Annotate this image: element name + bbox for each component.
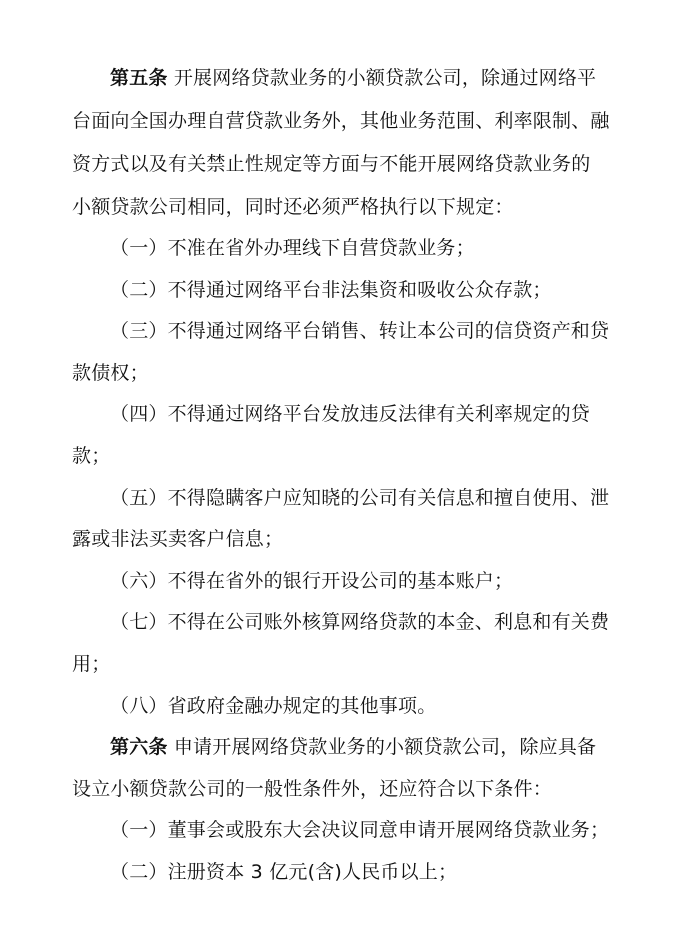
article5-item-5: （五）不得隐瞒客户应知晓的公司有关信息和擅自使用、泄 [110, 487, 610, 509]
article5-heading: 第五条 [110, 67, 168, 89]
article5-item-3: （三）不得通过网络平台销售、转让本公司的信贷资产和贷 [110, 320, 610, 342]
article6-item-1: （一）董事会或股东大会决议同意申请开展网络贷款业务； [110, 819, 610, 841]
article6-text-line: 设立小额贷款公司的一般性条件外，还应符合以下条件： [72, 778, 553, 800]
article5-item-7: （七）不得在公司账外核算网络贷款的本金、利息和有关费 [110, 611, 610, 633]
article5-text-line: 资方式以及有关禁止性规定等方面与不能开展网络贷款业务的 [72, 153, 591, 175]
article6-text-line: 申请开展网络贷款业务的小额贷款公司，除应具备 [173, 736, 597, 758]
article5-item-3-cont: 款债权； [72, 362, 149, 384]
article5-first-line [110, 66, 596, 90]
article5-item-1: （一）不准在省外办理线下自营贷款业务； [110, 237, 475, 259]
article5-text-line: 开展网络贷款业务的小额贷款公司，除通过网络平 [173, 67, 597, 89]
article6-heading: 第六条 [110, 736, 168, 758]
article5-item-4-cont: 款； [72, 445, 111, 467]
article5-item-2: （二）不得通过网络平台非法集资和吸收公众存款； [110, 279, 552, 301]
article6-first-line [110, 735, 596, 759]
article5-item-8: （八）省政府金融办规定的其他事项。 [110, 695, 437, 717]
article5-item-7-cont: 用； [72, 653, 111, 675]
article5-text-line: 小额贷款公司相同，同时还必须严格执行以下规定： [72, 196, 514, 218]
article5-item-4: （四）不得通过网络平台发放违反法律有关利率规定的贷 [110, 403, 591, 425]
article5-item-5-cont: 露或非法买卖客户信息； [72, 528, 284, 550]
article5-item-6: （六）不得在省外的银行开设公司的基本账户； [110, 570, 514, 592]
article5-text-line: 台面向全国办理自营贷款业务外，其他业务范围、利率限制、融 [72, 110, 610, 132]
article6-item-2: （二）注册资本 3 亿元(含)人民币以上； [110, 861, 458, 883]
